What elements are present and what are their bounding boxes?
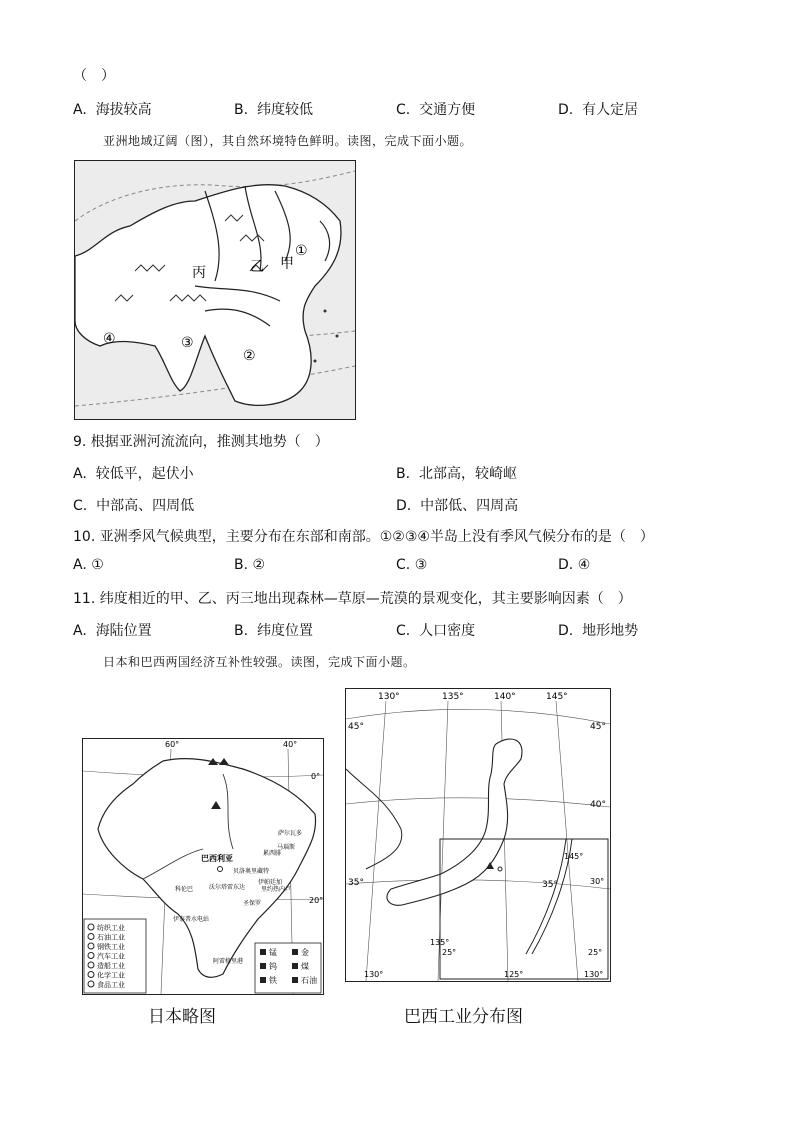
svg-text:25°: 25° [442, 948, 457, 957]
brazil-city-ipatinga: 伊帕廷加 [258, 879, 283, 886]
jp-br-intro: 日本和巴西两国经济互补性较强。读图，完成下面小题。 [103, 655, 416, 669]
svg-text:145°: 145° [564, 852, 584, 861]
q9-option-b[interactable]: B. 北部高，较崎岖 [396, 466, 517, 482]
industry-legend-label: 石油工业 [97, 933, 125, 942]
brazil-city-brasilia: 巴西利亚 [201, 854, 233, 863]
q10-stem: 10. 亚洲季风气候典型，主要分布在东部和南部。①②③④半岛上没有季风气候分布的是（ ） [73, 529, 654, 545]
svg-text:45°: 45° [590, 722, 606, 732]
brazil-lat-20: 20° [309, 896, 323, 905]
resource-legend-icon [292, 949, 298, 955]
svg-text:145°: 145° [546, 692, 568, 702]
q11-option-c[interactable]: C. 人口密度 [396, 623, 476, 639]
brazil-city-volta: 沃尔塔雷东达 [209, 884, 246, 891]
resource-legend-icon [260, 977, 266, 983]
q9-option-a[interactable]: A. 较低平，起伏小 [73, 466, 194, 482]
svg-text:135°: 135° [442, 692, 464, 702]
svg-text:25°: 25° [588, 948, 603, 957]
brazil-city-rio: 里约热内卢 [261, 886, 292, 893]
asia-map-svg [75, 161, 355, 419]
brazil-city-recife: 累西腓 [263, 850, 282, 857]
svg-text:35°: 35° [348, 878, 364, 888]
asia-label-n2: ② [243, 348, 256, 364]
q8-option-b[interactable]: B. 纬度较低 [234, 102, 313, 118]
q8-option-c[interactable]: C. 交通方便 [396, 102, 476, 118]
svg-text:125°: 125° [504, 970, 524, 979]
brazil-city-saopaulo: 圣保罗 [243, 900, 262, 907]
q8-option-a[interactable]: A. 海拔较高 [73, 102, 152, 118]
svg-text:130°: 130° [378, 692, 400, 702]
q10-option-d[interactable]: D. ④ [558, 557, 591, 573]
svg-text:140°: 140° [494, 692, 516, 702]
svg-text:45°: 45° [348, 722, 364, 732]
svg-text:130°: 130° [364, 970, 384, 979]
resource-legend-label: 煤 [301, 962, 309, 971]
asia-label-yi: 乙 [250, 259, 264, 275]
industry-legend-label: 汽车工业 [97, 952, 125, 961]
brazil-lon-60: 60° [165, 740, 180, 749]
industry-legend-label: 钢铁工业 [97, 943, 125, 951]
asia-label-n1: ① [295, 243, 308, 259]
japan-map-svg [346, 689, 610, 981]
brazil-city-portoalegre: 阿雷格里港 [213, 958, 244, 965]
brazil-city-corumba: 科伦巴 [175, 886, 194, 893]
industry-legend-label: 造船工业 [97, 962, 125, 970]
asia-label-bing: 丙 [192, 265, 206, 281]
caption-left: 日本略图 [148, 1007, 216, 1027]
brazil-map-svg [83, 739, 323, 994]
resource-legend-icon [260, 963, 266, 969]
industry-legend-label: 食品工业 [97, 981, 125, 989]
resource-legend-label: 钨 [269, 962, 277, 971]
q9-option-d[interactable]: D. 中部低、四周高 [396, 498, 519, 514]
resource-legend-label: 金 [301, 948, 309, 957]
resource-legend-icon [292, 963, 298, 969]
q11-stem: 11. 纬度相近的甲、乙、丙三地出现森林—草原—荒漠的景观变化，其主要影响因素（ ） [73, 591, 632, 607]
resource-legend-label: 锰 [269, 948, 277, 957]
industry-legend-label: 化学工业 [97, 971, 125, 980]
q10-option-c[interactable]: C. ③ [396, 557, 428, 573]
q10-option-b[interactable]: B. ② [234, 557, 266, 573]
q8-bracket: （ ） [73, 68, 115, 84]
brazil-lon-40: 40° [283, 740, 298, 749]
japan-map [345, 688, 611, 982]
industry-legend-label: 纺织工业 [97, 924, 125, 932]
q9-option-c[interactable]: C. 中部高、四周低 [73, 498, 195, 514]
brazil-map [82, 738, 324, 995]
brazil-city-salvador: 萨尔瓦多 [278, 830, 303, 837]
q11-option-b[interactable]: B. 纬度位置 [234, 623, 313, 639]
q11-option-d[interactable]: D. 地形地势 [558, 623, 639, 639]
q9-stem: 9. 根据亚洲河流流向，推测其地势（ ） [73, 434, 329, 450]
resource-legend-icon [260, 949, 266, 955]
brazil-city-itaipu: 伊泰普水电站 [173, 916, 210, 923]
svg-text:130°: 130° [584, 970, 604, 979]
resource-legend-label: 铁 [269, 976, 277, 985]
asia-map [74, 160, 356, 420]
svg-text:40°: 40° [590, 800, 606, 810]
asia-label-jia: 甲 [280, 256, 294, 272]
asia-label-n3: ③ [181, 335, 194, 351]
svg-text:35°: 35° [542, 880, 558, 890]
asia-label-n4: ④ [103, 331, 116, 347]
resource-legend-label: 石油 [301, 976, 317, 985]
brazil-city-belo: 贝洛奥里藏特 [233, 868, 270, 875]
caption-right: 巴西工业分布图 [404, 1007, 523, 1027]
q10-option-a[interactable]: A. ① [73, 557, 104, 573]
brazil-city-manaus: 马瑙斯 [277, 844, 296, 851]
svg-text:135°: 135° [430, 938, 450, 947]
svg-text:30°: 30° [590, 877, 605, 886]
resource-legend-icon [292, 977, 298, 983]
asia-intro: 亚洲地域辽阔（图），其自然环境特色鲜明。读图，完成下面小题。 [103, 134, 473, 148]
q11-option-a[interactable]: A. 海陆位置 [73, 623, 152, 639]
brazil-lat-0: 0° [311, 772, 321, 781]
q8-option-d[interactable]: D. 有人定居 [558, 102, 639, 118]
